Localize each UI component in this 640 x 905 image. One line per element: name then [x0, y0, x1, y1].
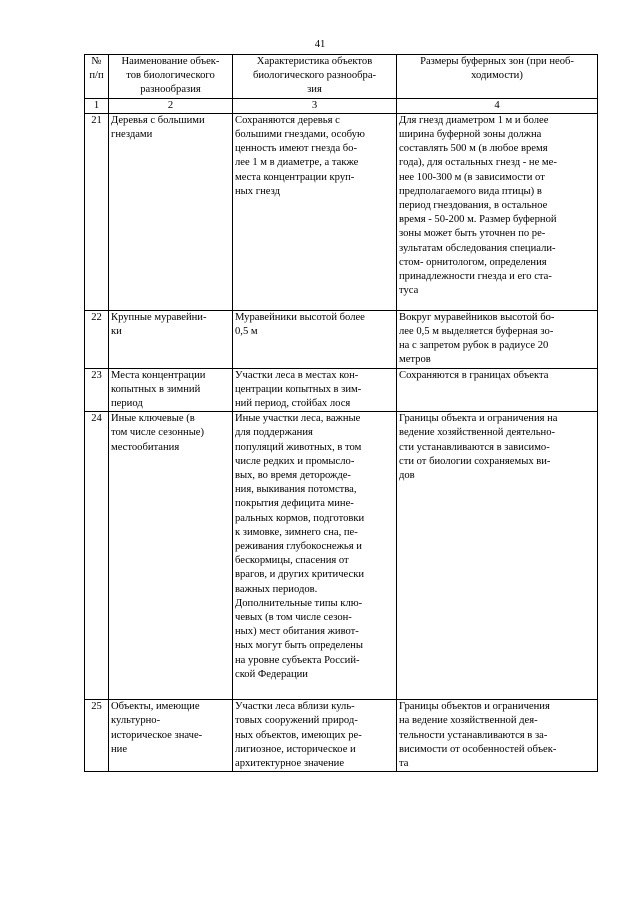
row-number: 21: [85, 113, 109, 310]
row-characteristic: Муравейники высотой более 0,5 м: [233, 310, 397, 368]
column-number: 4: [397, 98, 598, 113]
row-characteristic: Участки леса в местах кон- центрации копытных в зим- ний период, стойбах лося: [233, 368, 397, 412]
table-row: [85, 700, 598, 772]
header-name: Наименование объек- тов биологического разнообразия: [109, 55, 233, 99]
table-row: [85, 368, 598, 412]
row-characteristic: Сохраняются деревья с большими гнездами, особую ценность имеют гнезда бо- лее 1 м в диаметре, а также места концентрации круп- ных гнезд: [233, 113, 397, 310]
row-buffer: Границы объекта и ограничения на ведение хозяйственной деятельно- сти устанавливаются в зависимо- сти от биологии сохраняемых ви- дов: [397, 412, 598, 700]
row-name: Места концентрации копытных в зимний период: [109, 368, 233, 412]
biodiversity-objects-table: [84, 54, 598, 772]
column-number: 2: [109, 98, 233, 113]
row-name: Крупные муравейни- ки: [109, 310, 233, 368]
table-header-row: [85, 55, 598, 99]
column-numbers-row: [85, 98, 598, 113]
row-characteristic: Иные участки леса, важные для поддержания популяций животных, в том числе редких и промысло- вых, во время деторожде- ния, выкивания потомства, покрытия дефицита мине- ральных кормов, подготовки к зимовке, зимнего сна, пе- реживания глубокоснежья и бескормицы, спасения от врагов, и других критически важных периодов. Дополнительные типы клю- чевых (в том числе сезон- ных) мест обитания живот- ных могут быть определены на уровне субъекта Россий- ской Федерации: [233, 412, 397, 700]
row-number: 25: [85, 700, 109, 772]
row-buffer: Вокруг муравейников высотой бо- лее 0,5 м выделяется буферная зо- на с запретом рубок в радиусе 20 метров: [397, 310, 598, 368]
row-characteristic: Участки леса вблизи куль- товых сооружений природ- ных объектов, имеющих ре- лигиозное, историческое и архитектурное значение: [233, 700, 397, 772]
row-name: Иные ключевые (в том числе сезонные) местообитания: [109, 412, 233, 700]
page-number: 41: [314, 39, 326, 50]
header-characteristic: Характеристика объектов биологического разнообра- зия: [233, 55, 397, 99]
row-buffer: Сохраняются в границах объекта: [397, 368, 598, 412]
row-buffer: Для гнезд диаметром 1 м и более ширина буферной зоны должна составлять 500 м (в любое время года), для остальных гнезд - не ме- нее 100-300 м (в зависимости от предполагаемого вида птицы) в период гнездования, в остальное время - 50-200 м. Размер буферной зоны может быть уточнен по ре- зультатам обследования специали- стом- орнитологом, определения принадлежности гнезда и его ста- туса: [397, 113, 598, 310]
header-num: № п/п: [85, 55, 109, 99]
row-number: 23: [85, 368, 109, 412]
header-buffer: Размеры буферных зон (при необ- ходимости): [397, 55, 598, 99]
column-number: 1: [85, 98, 109, 113]
row-name: Деревья с большими гнездами: [109, 113, 233, 310]
row-buffer: Границы объектов и ограничения на ведение хозяйственной дея- тельности устанавливаются в за- висимости от особенностей объек- та: [397, 700, 598, 772]
table-row: [85, 310, 598, 368]
table-row: [85, 113, 598, 310]
row-number: 22: [85, 310, 109, 368]
table-row: [85, 412, 598, 700]
column-number: 3: [233, 98, 397, 113]
row-name: Объекты, имеющие культурно- историческое значе- ние: [109, 700, 233, 772]
row-number: 24: [85, 412, 109, 700]
